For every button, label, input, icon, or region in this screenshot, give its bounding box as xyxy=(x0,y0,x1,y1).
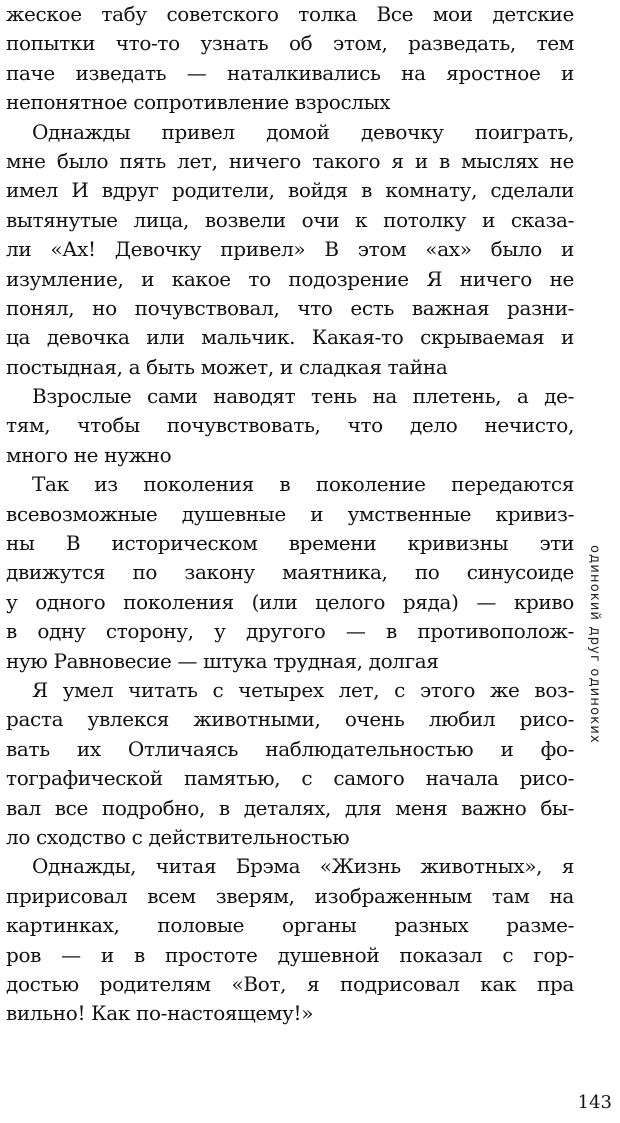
text-line: понял, но почувствовал, что есть важная разни- xyxy=(6,295,574,320)
text-line: ны В историческом времени кривизны эти xyxy=(6,531,574,556)
text-line: достью родителям «Вот, я подрисовал как пра xyxy=(6,971,574,996)
text-line: тям, чтобы почувствовать, что дело нечисто, xyxy=(6,413,574,438)
text-line: ца девочка или мальчик. Какая-то скрываемая и xyxy=(6,325,574,350)
text-line: вать их Отличаясь наблюдательностью и фо- xyxy=(6,736,574,761)
text-line: постыдная, а быть может, и сладкая тайна xyxy=(6,354,448,379)
text-line: движутся по закону маятника, по синусоиде xyxy=(6,560,574,585)
page-number: 143 xyxy=(577,1092,612,1113)
text-line: ров — и в простоте душевной показал с гор- xyxy=(6,942,574,967)
text-line: имел И вдруг родители, войдя в комнату, сделали xyxy=(6,178,574,203)
body-text xyxy=(6,0,574,1029)
text-line: много не нужно xyxy=(6,442,172,467)
text-line: вильно! Как по-настоящему!» xyxy=(6,1001,314,1026)
text-line: Так из поколения в поколение передаются xyxy=(32,472,574,497)
text-line: Взрослые сами наводят тень на плетень, а де- xyxy=(32,384,574,409)
text-line: ли «Ах! Девочку привел» В этом «ах» было и xyxy=(6,237,574,262)
text-line: у одного поколения (или целого ряда) — криво xyxy=(6,589,574,614)
text-line: вал все подробно, в деталях, для меня важно бы- xyxy=(6,795,574,820)
text-line: вытянутые лица, возвели очи к потолку и сказа- xyxy=(6,207,574,232)
text-line: в одну сторону, у другого — в противополож- xyxy=(6,619,574,644)
text-line: жеское табу советского толка Все мои детские xyxy=(6,2,574,26)
text-line: Я умел читать с четырех лет, с этого же воз- xyxy=(32,677,574,702)
text-line: мне было пять лет, ничего такого я и в мыслях не xyxy=(6,148,574,173)
text-line: пририсовал всем зверям, изображенным там на xyxy=(6,883,574,908)
text-line: попытки что-то узнать об этом, разведать, тем xyxy=(6,31,574,56)
text-line: изумление, и какое то подозрение Я ничего не xyxy=(6,266,574,291)
text-line: Однажды, читая Брэма «Жизнь животных», я xyxy=(32,854,574,879)
text-line: тографической памятью, с самого начала рисо- xyxy=(6,766,574,791)
text-line: Однажды привел домой девочку поиграть, xyxy=(32,119,574,144)
text-line: раста увлекся животными, очень любил рисо- xyxy=(6,707,574,732)
text-line: ную Равновесие — штука трудная, долгая xyxy=(6,648,439,673)
text-line: всевозможные душевные и умственные кривиз- xyxy=(6,501,574,526)
text-line: картинках, половые органы разных разме- xyxy=(6,913,574,938)
text-line: паче изведать — наталкивались на яростное и xyxy=(6,60,574,85)
text-line: непонятное сопротивление взрослых xyxy=(6,90,391,115)
running-header: одинокий друг одиноких xyxy=(587,545,602,744)
text-line: ло сходство с действительностью xyxy=(6,824,350,849)
